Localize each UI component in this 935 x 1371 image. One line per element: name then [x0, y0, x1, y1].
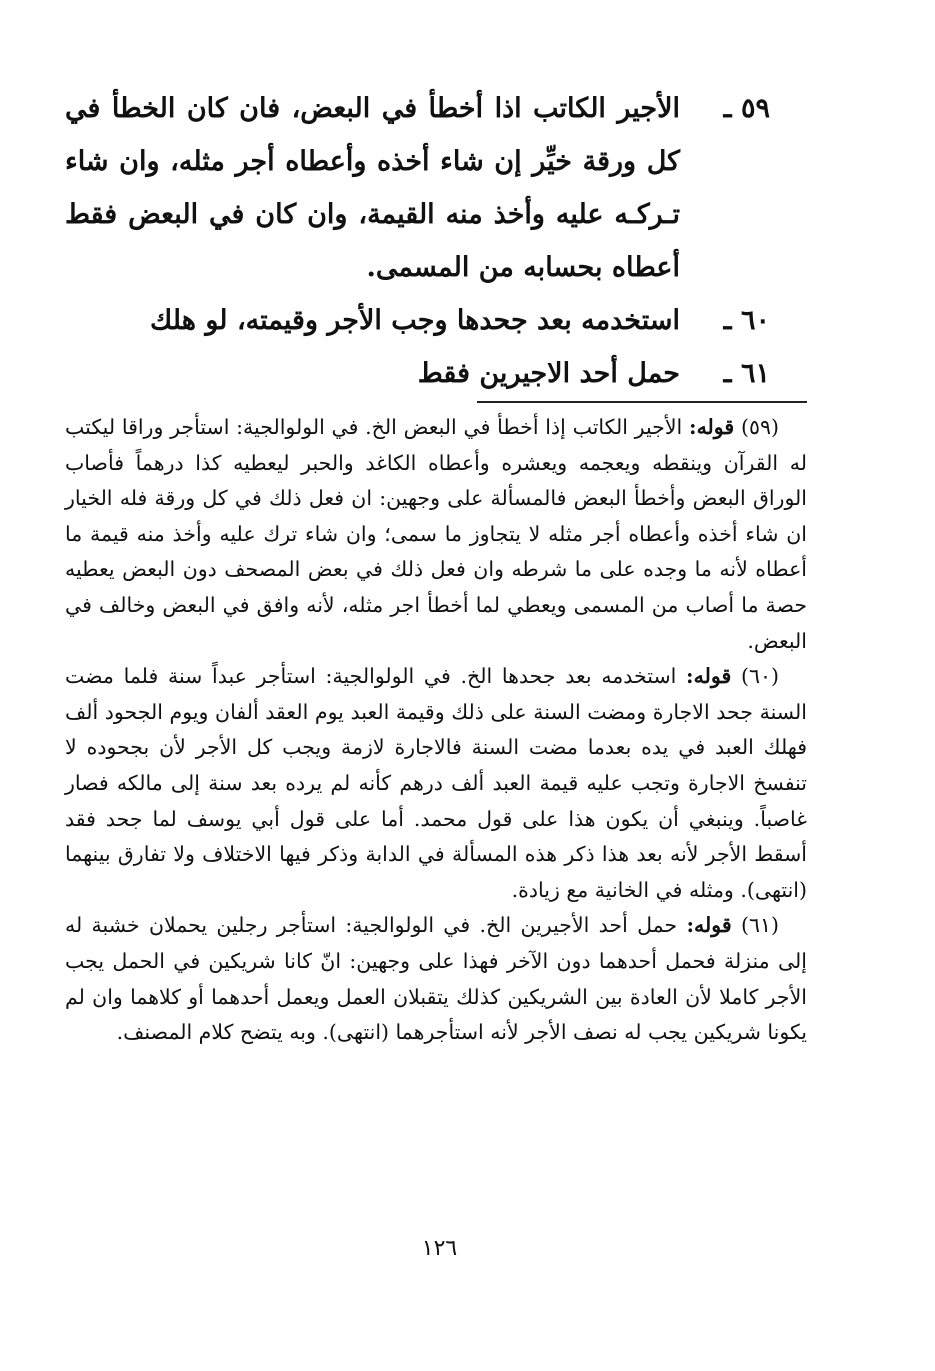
comment-text: استخدمه بعد جحدها الخ. في الولوالجية: استأجر عبداً سنة فلما مضت السنة جحد الاجارة ومضت السنة على ذلك وقيمة العبد يوم العقد ألفان ويوم الجحود ألف فهلك العبد في يده بعدما مضت السنة فالاجارة لازمة ويجب كل الأجر لأن بجحوده لا تنفسخ الاجارة وتجب عليه قيمة العبد ألف درهم كأنه لم يرده بعد سنة إلى مالكه فصار غاصباً. وينبغي أن يكون هذا على قول محمد. أما على قول أبي يوسف لما جحد فقد أسقط الأجر لأنه بعد هذا ذكر هذه المسألة في الدابة وذكر فيها الاختلاف ولا تفارق بينهما (انتهى). ومثله في الخانية مع زيادة. — [65, 664, 807, 902]
comment-61 — [65, 908, 807, 1050]
entry-61 — [65, 347, 770, 400]
page-number: ١٢٦ — [421, 1236, 458, 1261]
comment-ref: (٥٩) — [740, 415, 779, 439]
comment-59 — [65, 410, 807, 659]
entry-number: ٦٠ ـ — [723, 305, 770, 336]
entry-number: ٦١ ـ — [723, 358, 770, 389]
comment-keyword: قوله: — [686, 913, 732, 938]
page-footer — [0, 1236, 935, 1261]
entry-text: الأجير الكاتب اذا أخطأ في البعض، فان كان الخطأ في كل ورقة خيِّر إن شاء أخذه وأعطاه أجر مثله، وان شاء تـركـه عليه وأخذ منه القيمة، وان كان في البعض فقط أعطاه بحسابه من المسمى. — [65, 93, 680, 283]
entry-text: استخدمه بعد جحدها وجب الأجر وقيمته، لو هلك — [150, 305, 680, 336]
comment-text: الأجير الكاتب إذا أخطأ في البعض الخ. في الولوالجية: استأجر وراقا ليكتب له القرآن وينقطه ويعجمه ويعشره وأعطاه الكاغد والحبر ليعطيه كذا درهماً فأصاب الوراق البعض وأخطأ البعض فالمسألة على وجهين: ان فعل ذلك في كل ورقة فله الخيار ان شاء أخذه وأعطاه أجر مثله لا يتجاوز ما سمى؛ وان شاء ترك عليه وأخذ منه قيمة ما أعطاه لأنه ما وجده على ما شرطه وان فعل ذلك في بعض المصحف دون البعض يعطيه حصة ما أصاب من المسمى ويعطي لما أخطأ اجر مثله، لأنه وافق في البعض وخالف في البعض. — [65, 415, 807, 653]
comment-text: حمل أحد الأجيرين الخ. في الولوالجية: استأجر رجلين يحملان خشبة له إلى منزلة فحمل أحدهما دون الآخر فهذا على وجهين: انّ كانا شريكين في الحمل يجب الأجر كاملا لأن العادة بين الشريكين كذلك يتقبلان العمل ويعمل أحدهما أو كلاهما وان لم يكونا شريكين يجب له نصف الأجر لأنه استأجرهما (انتهى). وبه يتضح كلام المصنف. — [65, 913, 807, 1045]
comment-60 — [65, 659, 807, 908]
main-text — [65, 82, 770, 400]
comment-ref: (٦١) — [740, 913, 779, 938]
comment-ref: (٦٠) — [740, 664, 779, 689]
comment-keyword: قوله: — [689, 415, 735, 439]
entry-60 — [65, 294, 770, 347]
entry-text: حمل أحد الاجيرين فقط — [417, 358, 680, 389]
entry-number: ٥٩ ـ — [723, 93, 770, 124]
entry-59 — [65, 82, 770, 294]
commentary — [65, 410, 807, 1051]
footnote-separator — [477, 401, 807, 403]
comment-keyword: قوله: — [686, 664, 732, 689]
